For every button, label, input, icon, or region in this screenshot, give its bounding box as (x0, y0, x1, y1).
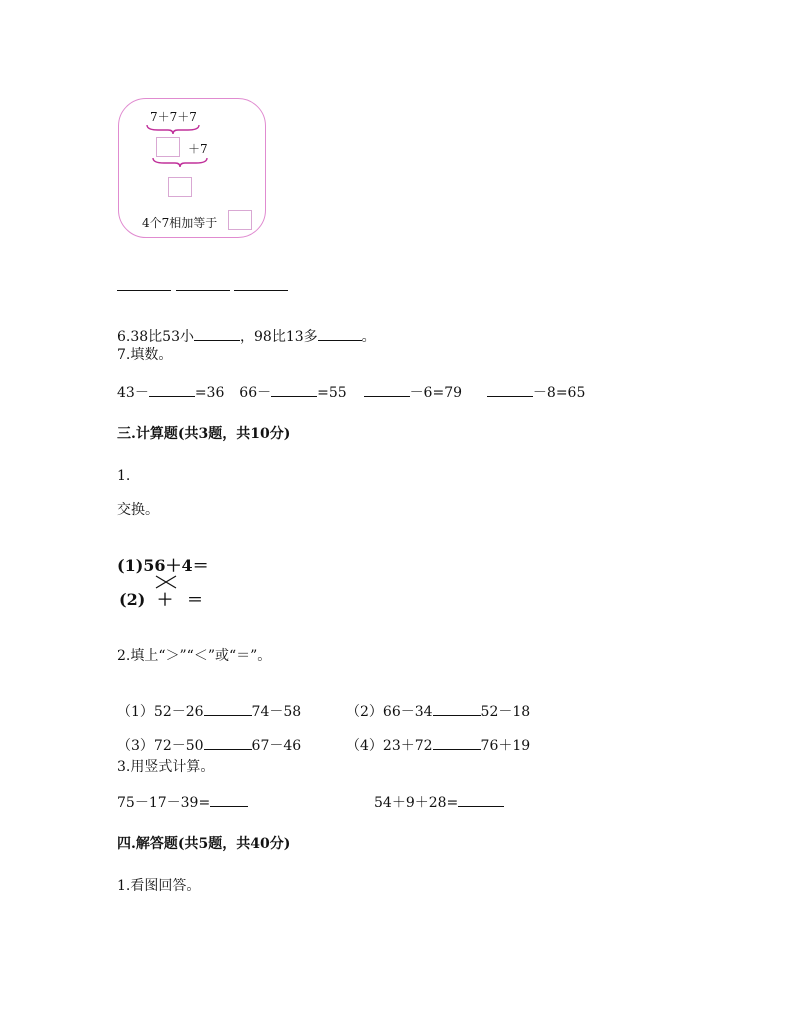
s3-q3-title: 3.用竖式计算。 (117, 759, 215, 775)
q2-blank-3[interactable] (204, 737, 252, 750)
q7-e1-post: =36 (194, 385, 225, 401)
brace-icon-top (146, 124, 200, 134)
question-7-equations (117, 384, 585, 402)
cross-arrow-icon (155, 575, 177, 589)
q7-e3-post: －6=79 (409, 385, 463, 401)
s3-q2-item-4: （4）23＋72 76＋19 (346, 738, 531, 754)
q3-blank-2[interactable] (458, 794, 504, 807)
q2-blank-1[interactable] (204, 703, 252, 716)
q7-e1-pre: 43－ (117, 385, 149, 401)
card-expression-2: ＋7 (188, 142, 208, 156)
q2-blank-2[interactable] (433, 703, 481, 716)
answer-box-3[interactable] (228, 210, 252, 230)
s3-q1-line2-plus: ＋ (157, 590, 174, 609)
s3-q2-title: 2.填上“＞”“＜”或“＝”。 (117, 648, 272, 664)
q3-blank-1[interactable] (210, 794, 248, 807)
s3-q2-item-1: （1）52－26 74－58 (117, 704, 302, 720)
answer-box-2[interactable] (168, 177, 192, 197)
q6-part3: 。 (361, 329, 376, 345)
answer-box-1[interactable] (156, 137, 180, 157)
question-6 (117, 328, 376, 346)
s3-q3-expression-1: 75－17－39= (117, 794, 248, 812)
q2-blank-4[interactable] (433, 737, 481, 750)
q6-part2: ，98比13多 (240, 329, 318, 345)
section-3-heading: 三.计算题(共3题，共10分) (117, 426, 291, 442)
q7-blank-2[interactable] (271, 384, 317, 397)
answer-line-3[interactable] (234, 290, 288, 291)
s3-q3-expression-2: 54＋9＋28= (374, 794, 504, 812)
s3-q2-item-3: （3）72－50 67－46 (117, 738, 302, 754)
s3-q1-text: 交换。 (117, 502, 159, 518)
answer-line-1[interactable] (117, 290, 171, 291)
s3-q1-line2-eq: ＝ (187, 590, 204, 609)
q7-e2-pre: 66－ (239, 385, 272, 401)
q7-e4-post: －8=65 (532, 385, 586, 401)
s3-q1-line2-label: (2) (119, 590, 146, 609)
s3-q1-number: 1. (117, 468, 131, 484)
q7-e2-post: =55 (317, 385, 347, 401)
s4-q1-text: 1.看图回答。 (117, 878, 201, 894)
card-expression-1: 7＋7＋7 (150, 110, 197, 124)
question-7-title: 7.填数。 (117, 347, 173, 363)
q7-blank-3[interactable] (364, 384, 410, 397)
q6-blank-1[interactable] (194, 328, 240, 341)
card-expression-4: 4个7相加等于 (142, 216, 218, 230)
q6-blank-2[interactable] (318, 328, 362, 341)
q7-blank-1[interactable] (149, 384, 195, 397)
answer-line-2[interactable] (176, 290, 230, 291)
q6-part1: 6.38比53小 (117, 329, 194, 345)
s3-q1-line1: (1)56＋4＝ (117, 556, 209, 575)
section-4-heading: 四.解答题(共5题，共40分) (117, 836, 291, 852)
s3-q2-item-2: （2）66－34 52－18 (346, 704, 531, 720)
q7-blank-4[interactable] (487, 384, 533, 397)
brace-icon-bottom (152, 157, 208, 167)
